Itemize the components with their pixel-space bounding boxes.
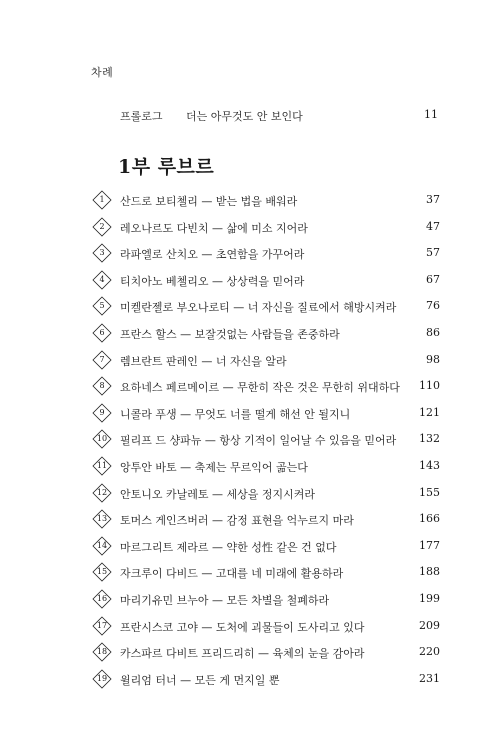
diamond-number-badge	[92, 270, 112, 290]
entry-page-number: 166	[419, 512, 440, 526]
entry-number: 18	[96, 647, 108, 657]
toc-entry	[92, 374, 440, 401]
entry-page-number: 67	[426, 272, 440, 286]
entry-page-number: 188	[419, 565, 440, 579]
diamond-number-badge	[92, 190, 112, 210]
toc-entry	[92, 427, 440, 454]
entry-number: 5	[99, 301, 105, 311]
diamond-number-badge	[92, 376, 112, 396]
entry-page-number: 132	[419, 432, 440, 446]
diamond-number-badge	[92, 350, 112, 370]
page-header: 차례	[91, 66, 114, 79]
entry-page-number: 121	[419, 405, 440, 419]
entry-title: 필리프 드 샹파뉴 — 항상 기적이 일어날 수 있음을 믿어라	[120, 434, 397, 448]
diamond-number-badge	[92, 642, 112, 662]
diamond-number-badge	[92, 243, 112, 263]
entry-page-number: 143	[419, 458, 440, 472]
prologue-label: 프롤로그	[120, 110, 163, 123]
entry-title: 마리기유민 브누아 — 모든 차별을 철폐하라	[120, 593, 330, 607]
entry-number: 2	[99, 221, 105, 231]
toc-entry	[92, 268, 440, 295]
entry-number: 14	[96, 540, 108, 550]
entry-title: 미켈란젤로 부오나로티 — 너 자신을 질료에서 해방시켜라	[120, 301, 397, 315]
prologue-title: 더는 아무것도 안 보인다	[186, 110, 303, 123]
entry-page-number: 98	[426, 352, 440, 366]
entry-page-number: 110	[419, 379, 440, 393]
entry-page-number: 37	[426, 193, 440, 206]
entry-title: 렘브란트 판레인 — 너 자신을 알라	[120, 354, 287, 368]
toc-entry	[92, 401, 440, 428]
entry-number: 11	[96, 460, 108, 470]
toc-entry	[92, 481, 440, 508]
diamond-number-badge	[92, 669, 112, 689]
entry-title: 윌리엄 터너 — 모든 게 먼지일 뿐	[120, 673, 280, 687]
entry-page-number: 86	[426, 325, 440, 339]
diamond-number-badge	[92, 536, 112, 556]
entry-number: 4	[99, 274, 105, 284]
entry-number: 16	[96, 593, 108, 603]
entry-page-number: 177	[419, 538, 440, 552]
diamond-number-badge	[92, 589, 112, 609]
entry-title: 카스파르 다비트 프리드리히 — 육체의 눈을 감아라	[120, 647, 365, 661]
entry-number: 12	[96, 487, 108, 497]
entry-title: 마르그리트 제라르 — 약한 성性 같은 건 없다	[120, 540, 337, 554]
entry-number: 1	[99, 195, 105, 204]
toc-list	[92, 188, 440, 693]
toc-entry	[92, 587, 440, 614]
diamond-number-badge	[92, 323, 112, 343]
entry-title: 티치아노 베첼리오 — 상상력을 믿어라	[120, 274, 305, 288]
entry-page-number: 209	[419, 618, 440, 632]
entry-title: 안토니오 카날레토 — 세상을 정지시켜라	[120, 487, 316, 501]
entry-title: 토머스 게인즈버러 — 감정 표현을 억누르지 마라	[120, 514, 354, 528]
entry-number: 17	[96, 620, 108, 630]
entry-number: 8	[99, 381, 105, 391]
toc-entry	[92, 215, 440, 242]
diamond-number-badge	[92, 456, 112, 476]
part-title: 1부 루브르	[118, 156, 215, 178]
entry-page-number: 57	[426, 246, 440, 260]
entry-page-number: 155	[419, 485, 440, 499]
diamond-number-badge	[92, 562, 112, 582]
toc-entry	[92, 614, 440, 641]
entry-number: 10	[96, 434, 108, 444]
prologue-entry	[120, 108, 438, 126]
toc-entry	[92, 454, 440, 481]
entry-number: 19	[96, 673, 108, 683]
entry-title: 라파엘로 산치오 — 초연함을 가꾸어라	[120, 248, 305, 262]
toc-entry	[92, 534, 440, 561]
diamond-number-badge	[92, 429, 112, 449]
entry-page-number: 199	[419, 591, 440, 605]
entry-title: 프란시스코 고야 — 도처에 괴물들이 도사리고 있다	[120, 620, 365, 634]
entry-title: 앙투안 바토 — 축제는 무르익어 곪는다	[120, 460, 308, 474]
entry-title: 산드로 보티첼리 — 받는 법을 배워라	[120, 195, 298, 208]
entry-title: 자크루이 다비드 — 고대를 네 미래에 활용하라	[120, 567, 344, 581]
toc-entry	[92, 241, 440, 268]
toc-entry	[92, 507, 440, 534]
entry-number: 9	[99, 407, 105, 417]
entry-number: 7	[99, 354, 105, 364]
toc-entry	[92, 321, 440, 348]
entry-number: 6	[99, 327, 105, 337]
toc-entry	[92, 640, 440, 667]
entry-title: 레오나르도 다빈치 — 삶에 미소 지어라	[120, 221, 308, 235]
entry-number: 13	[96, 514, 108, 524]
toc-entry	[92, 188, 440, 215]
entry-title: 니콜라 푸생 — 무엇도 너를 떨게 해선 안 될지니	[120, 407, 351, 421]
entry-number: 3	[99, 248, 105, 258]
prologue-page-number: 11	[424, 108, 438, 121]
entry-title: 요하네스 페르메이르 — 무한히 작은 것은 무한히 위대하다	[120, 381, 400, 395]
diamond-number-badge	[92, 403, 112, 423]
entry-page-number: 47	[426, 219, 440, 233]
entry-page-number: 231	[419, 671, 440, 685]
diamond-number-badge	[92, 509, 112, 529]
toc-entry	[92, 560, 440, 587]
toc-entry	[92, 294, 440, 321]
toc-entry	[92, 667, 440, 694]
diamond-number-badge	[92, 217, 112, 237]
entry-title: 프란스 할스 — 보잘것없는 사람들을 존중하라	[120, 327, 340, 341]
diamond-number-badge	[92, 296, 112, 316]
diamond-number-badge	[92, 616, 112, 636]
entry-page-number: 220	[419, 645, 440, 659]
entry-number: 15	[96, 567, 108, 577]
entry-page-number: 76	[426, 299, 440, 313]
toc-entry	[92, 348, 440, 375]
diamond-number-badge	[92, 483, 112, 503]
